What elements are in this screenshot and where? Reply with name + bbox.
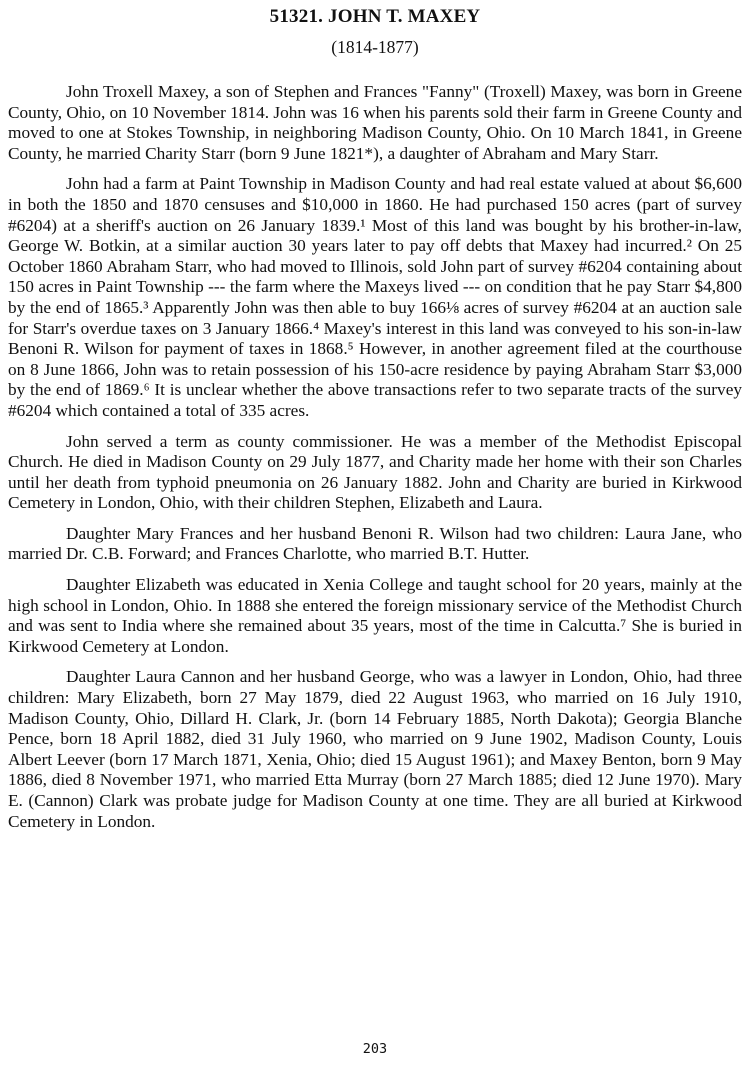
biography-body xyxy=(8,82,742,842)
life-dates: (1814-1877) xyxy=(331,37,419,57)
paragraph-land-transactions: John had a farm at Paint Township in Madison County and had real estate valued at about $6,600 in both the 1850 and 1870 censuses and $10,000 in 1860. He had purchased 150 acres (part of survey #6204) at a sheriff's auction on 26 January 1839.¹ Most of this land was bought by his brother-in-law, George W. Botkin, at a similar auction 30 years later to pay off debts that Maxey had incurred.² On 25 October 1860 Abraham Starr, who had moved to Illinois, sold John part of survey #6204 containing about 150 acres in Paint Township --- the farm where the Maxeys lived --- on condition that he pay Starr $4,800 by the end of 1865.³ Apparently John was then able to buy 166⅛ acres of survey #6204 at an auction sale for Starr's overdue taxes on 3 January 1866.⁴ Maxey's interest in this land was conveyed to his son-in-law Benoni R. Wilson for payment of taxes in 1868.⁵ However, in another agreement filed at the courthouse on 8 June 1866, John was to retain possession of his 150-acre residence by paying Abraham Starr $3,000 by the end of 1869.⁶ It is unclear whether the above transactions refer to two separate tracts of the survey #6204 which contained a total of 335 acres. xyxy=(8,174,742,420)
page-title: 51321. JOHN T. MAXEY xyxy=(269,6,481,27)
paragraph-laura-cannon: Daughter Laura Cannon and her husband George, who was a lawyer in London, Ohio, had three children: Mary Elizabeth, born 27 May 1879, died 22 August 1963, who married on 16 July 1910, Madison County, Ohio, Dillard H. Clark, Jr. (born 14 February 1885, North Dakota); Georgia Blanche Pence, born 18 April 1882, died 31 July 1960, who married on 9 June 1902, Madison County, Louis Albert Leever (born 17 March 1871, Xenia, Ohio; died 15 August 1961); and Maxey Benton, born 9 May 1886, died 8 November 1971, who married Etta Murray (born 27 March 1885; died 12 June 1970). Mary E. (Cannon) Clark was probate judge for Madison County at one time. They are all buried at Kirkwood Cemetery in London. xyxy=(8,667,742,831)
paragraph-birth-marriage: John Troxell Maxey, a son of Stephen and Frances "Fanny" (Troxell) Maxey, was born in Greene County, Ohio, on 10 November 1814. John was 16 when his parents sold their farm in Greene County and moved to one at Stokes Township, in neighboring Madison County, Ohio. On 10 March 1841, in Greene County, he married Charity Starr (born 9 June 1821*), a daughter of Abraham and Mary Starr. xyxy=(8,82,742,163)
paragraph-elizabeth: Daughter Elizabeth was educated in Xenia College and taught school for 20 years, mainly at the high school in London, Ohio. In 1888 she entered the foreign missionary service of the Methodist Church and was sent to India where she remained about 35 years, most of the time in Calcutta.⁷ She is buried in Kirkwood Cemetery at London. xyxy=(8,575,742,656)
paragraph-mary-frances: Daughter Mary Frances and her husband Benoni R. Wilson had two children: Laura Jane, who married Dr. C.B. Forward; and Frances Charlotte, who married B.T. Hutter. xyxy=(8,523,742,564)
page-number: 203 xyxy=(362,1041,388,1057)
paragraph-death-burial: John served a term as county commissioner. He was a member of the Methodist Episcopal Church. He died in Madison County on 29 July 1877, and Charity made her home with their son Charles until her death from typhoid pneumonia on 26 January 1882. John and Charity are buried in Kirkwood Cemetery in London, Ohio, with their children Stephen, Elizabeth and Laura. xyxy=(8,431,742,513)
